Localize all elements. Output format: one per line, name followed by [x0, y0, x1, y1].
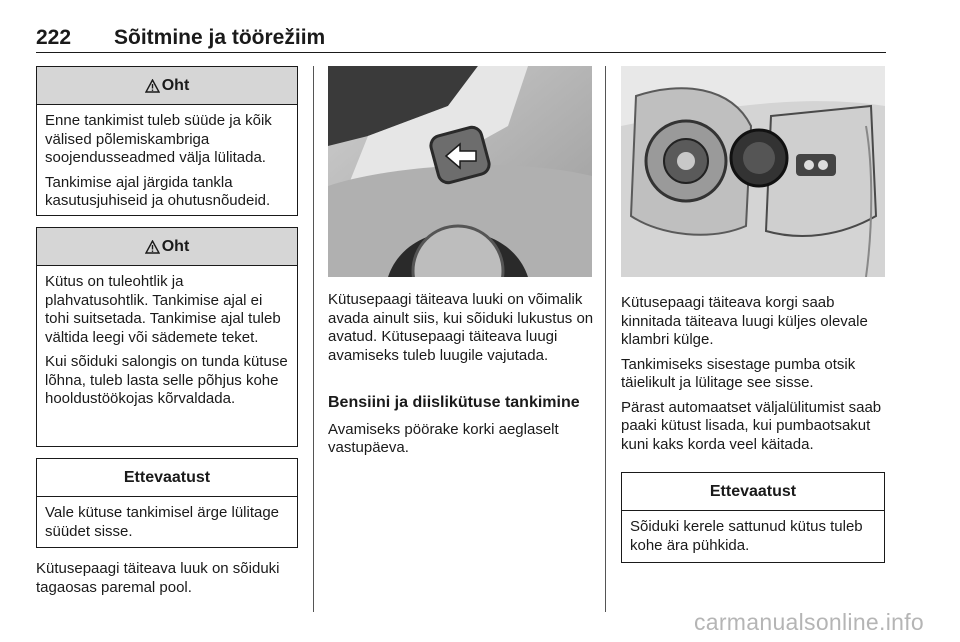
- fuel-door-illustration: [328, 66, 592, 277]
- warning-paragraph: Kütus on tuleohtlik ja plahvatusohtlik. Tankimise ajal ei tohi suitsetada. Tankimise ajal tuleb vältida leegi või sädemete teket.: [45, 273, 281, 346]
- body-text: Pärast automaatset väljalülitumist saab paaki kütust lisada, kui pumbaotsakut kuni kaks korda veel käitada.: [621, 398, 882, 453]
- watermark: carmanualsonline.info: [693, 609, 924, 635]
- text-block: [621, 294, 887, 460]
- warning-triangle-icon: [145, 79, 160, 93]
- warning-title: Oht: [161, 237, 190, 255]
- warning-paragraph: Enne tankimist tuleb süüde ja kõik välised põlemiskambriga soojendusseadmed välja lülitada.: [45, 112, 272, 166]
- caution-box: [621, 472, 885, 563]
- warning-title: Oht: [161, 76, 190, 94]
- caution-box: [36, 458, 298, 548]
- caution-header: [37, 459, 297, 497]
- caution-text: Sõiduki kerele sattunud kütus tuleb kohe ära pühkida.: [630, 518, 863, 554]
- page-header: [36, 24, 886, 53]
- warning-header: [37, 228, 297, 266]
- warning-box: [36, 66, 298, 216]
- figure-caption: Kütusepaagi täiteava korgi saab kinnitada täiteava luugi küljes olevale klambri külge.: [621, 294, 868, 348]
- caution-text: Vale kütuse tankimisel ärge lülitage süüdet sisse.: [45, 504, 280, 540]
- caution-title: Ettevaatust: [123, 468, 211, 486]
- warning-box: [36, 227, 298, 447]
- section-block: [328, 384, 592, 464]
- warning-paragraph: Tankimise ajal järgida tankla kasutusjuhiseid ja ohutusnõudeid.: [45, 173, 271, 209]
- caution-title: Ettevaatust: [709, 482, 797, 500]
- fuel-filler-image: [621, 66, 885, 277]
- warning-header: [37, 67, 297, 105]
- page-number: 222: [36, 26, 72, 49]
- chapter-title: Sõitmine ja töörežiim: [114, 26, 326, 49]
- column-divider: [605, 66, 606, 612]
- body-text: Tankimiseks sisestage pumba otsik täielikult ja lülitage see sisse.: [621, 355, 856, 391]
- body-text: Kütusepaagi täiteava luuk on sõiduki tagaosas paremal pool.: [36, 560, 280, 596]
- figure-caption: Kütusepaagi täiteava luuki on võimalik avada ainult siis, kui sõiduki lukustus on avatud. Kütusepaagi täiteava luugi avamiseks tuleb luugile vajutada.: [328, 291, 594, 364]
- fuel-cap-illustration: [621, 66, 885, 277]
- warning-triangle-icon: [145, 240, 160, 254]
- section-heading: Bensiini ja diislikütuse tankimine: [328, 394, 580, 411]
- body-text: Avamiseks pöörake korki aeglaselt vastupäeva.: [328, 420, 559, 456]
- car-rear-image: [328, 66, 592, 277]
- warning-paragraph: Kui sõiduki salongis on tunda kütuse lõhna, tuleb lasta selle põhjus kohe hooldustöökojas kõrvaldada.: [45, 353, 288, 407]
- caution-header: [622, 473, 884, 511]
